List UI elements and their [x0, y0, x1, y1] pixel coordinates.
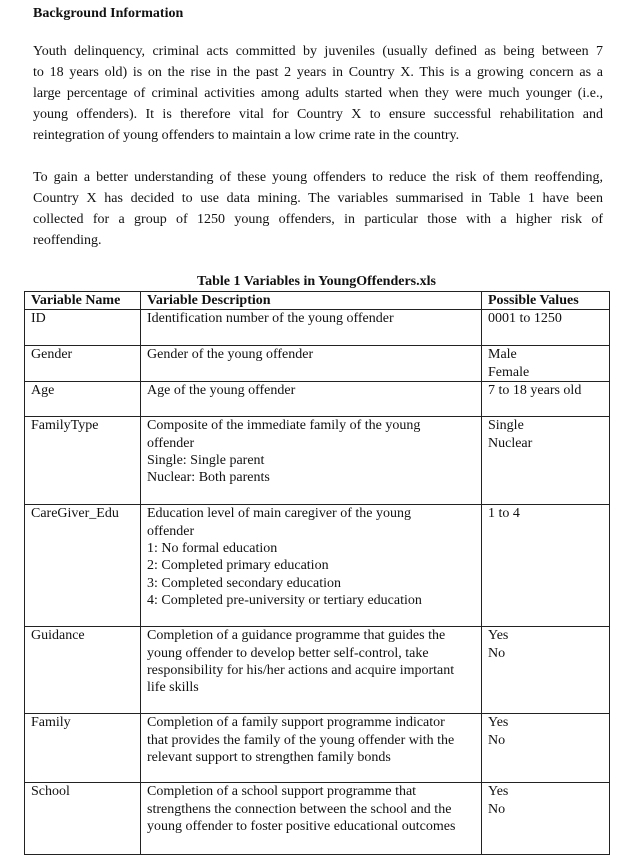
description-line: life skills [147, 680, 199, 696]
variable-description-cell [141, 505, 482, 627]
possible-values-cell [482, 714, 610, 783]
paragraph-line: reoffending. [33, 233, 102, 248]
paragraph-line: To gain a better understanding of these young offenders to reduce the risk of them reoffending, [33, 170, 603, 185]
description-line: that provides the family of the young offender with the [147, 732, 455, 748]
variable-name-cell: Age [25, 382, 141, 417]
variable-name-cell: ID [25, 310, 141, 346]
paragraph-line: young offenders). It is therefore vital for Country X to ensure successful rehabilitation and [33, 107, 603, 122]
description-line: Completion of a family support programme indicator [147, 715, 445, 731]
value-line: 7 to 18 years old [488, 383, 582, 399]
description-line: 4: Completed pre-university or tertiary education [147, 593, 422, 609]
description-line: Identification number of the young offender [147, 311, 394, 327]
description-line: young offender to develop better self-control, take [147, 645, 429, 661]
value-line: No [488, 732, 506, 748]
description-line: offender [147, 523, 195, 539]
table-row [25, 627, 610, 714]
paragraph-line: Youth delinquency, criminal acts committed by juveniles (usually defined as being between 7 [33, 44, 603, 59]
paragraph-line: reintegration of young offenders to maintain a low crime rate in the country. [33, 128, 460, 143]
section-heading: Background Information [33, 6, 184, 21]
variable-description-cell [141, 783, 482, 855]
description-line: 2: Completed primary education [147, 558, 329, 574]
table-row [25, 382, 610, 417]
value-line: Yes [488, 628, 509, 644]
table-header-row [25, 292, 610, 310]
variable-name-cell: FamilyType [25, 417, 141, 505]
paragraph-data-mining [33, 167, 603, 251]
header-variable-description: Variable Description [141, 292, 482, 310]
description-line: Single: Single parent [147, 453, 265, 469]
description-line: responsibility for his/her actions and acquire important [147, 663, 455, 679]
description-line: Completion of a school support programme that [147, 784, 417, 800]
variable-description-cell [141, 382, 482, 417]
variable-name-cell: School [25, 783, 141, 855]
value-line: 0001 to 1250 [488, 311, 562, 327]
paragraph-line: large percentage of criminal activities among adults started when they were much younger (i.e., [33, 86, 603, 101]
variable-description-cell [141, 346, 482, 382]
possible-values-cell [482, 310, 610, 346]
table-caption: Table 1 Variables in YoungOffenders.xls [197, 274, 436, 289]
value-line: 1 to 4 [488, 506, 520, 522]
header-variable-name: Variable Name [25, 292, 141, 310]
paragraph-line: to 18 years old) is on the rise in the past 2 years in Country X. This is a growing concern as a [33, 65, 603, 80]
value-line: Female [488, 364, 530, 380]
value-line: No [488, 801, 506, 817]
paragraph-intro [33, 41, 603, 146]
description-line: offender [147, 435, 195, 451]
description-line: Completion of a guidance programme that guides the [147, 628, 446, 644]
description-line: young offender to foster positive educational outcomes [147, 819, 456, 835]
possible-values-cell [482, 783, 610, 855]
table-row [25, 310, 610, 346]
paragraph-line: Country X has decided to use data mining. The variables summarised in Table 1 have been [33, 191, 603, 206]
paragraph-line: collected for a group of 1250 young offenders, in particular those with a higher risk of [33, 212, 603, 227]
variables-table [24, 291, 610, 855]
possible-values-cell [482, 417, 610, 505]
table-row [25, 346, 610, 382]
description-line: Nuclear: Both parents [147, 470, 270, 486]
value-line: Nuclear [488, 435, 533, 451]
possible-values-cell [482, 505, 610, 627]
variable-description-cell [141, 627, 482, 714]
possible-values-cell [482, 627, 610, 714]
variable-name-cell: Family [25, 714, 141, 783]
table-row [25, 783, 610, 855]
description-line: Education level of main caregiver of the young [147, 506, 411, 522]
description-line: Composite of the immediate family of the young [147, 418, 421, 434]
description-line: 3: Completed secondary education [147, 575, 341, 591]
table-row [25, 417, 610, 505]
variable-description-cell [141, 310, 482, 346]
variable-description-cell [141, 417, 482, 505]
variable-name-cell: Gender [25, 346, 141, 382]
description-line: Gender of the young offender [147, 347, 314, 363]
value-line: Yes [488, 784, 509, 800]
possible-values-cell [482, 382, 610, 417]
table-row [25, 505, 610, 627]
value-line: Single [488, 418, 524, 434]
description-line: strengthens the connection between the school and the [147, 801, 452, 817]
variable-description-cell [141, 714, 482, 783]
description-line: Age of the young offender [147, 383, 296, 399]
variable-name-cell: Guidance [25, 627, 141, 714]
value-line: No [488, 645, 506, 661]
table-row [25, 714, 610, 783]
description-line: 1: No formal education [147, 541, 278, 557]
value-line: Yes [488, 715, 509, 731]
variable-name-cell: CareGiver_Edu [25, 505, 141, 627]
value-line: Male [488, 347, 517, 363]
possible-values-cell [482, 346, 610, 382]
description-line: relevant support to strengthen family bonds [147, 750, 391, 766]
header-possible-values: Possible Values [482, 292, 610, 310]
